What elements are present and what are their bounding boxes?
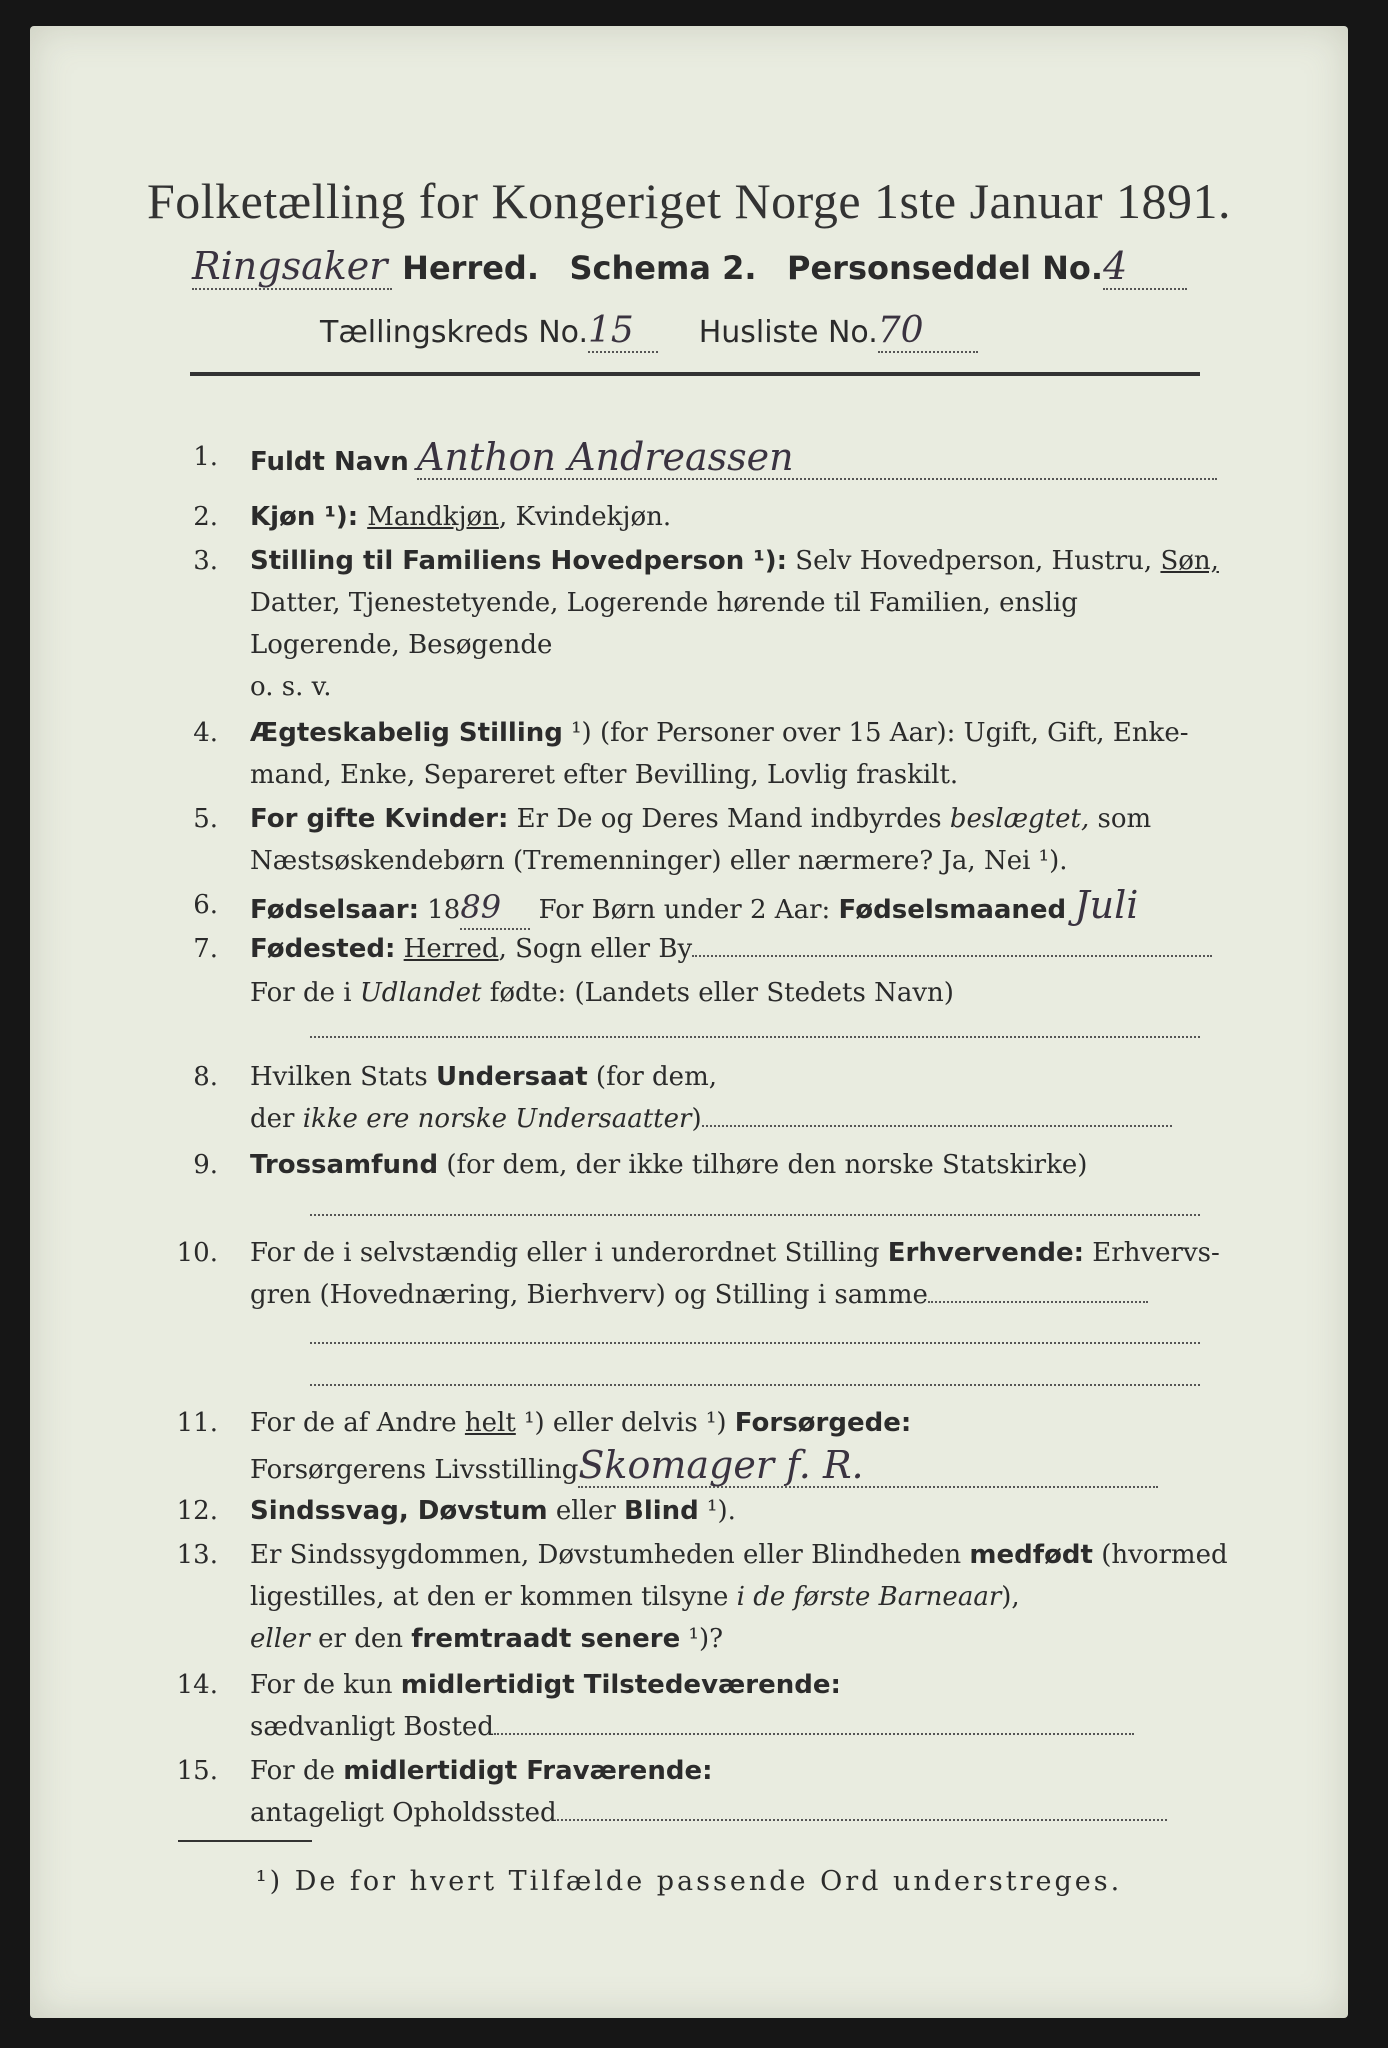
- birthplace-selected: Herred: [403, 934, 499, 964]
- item-number: 8.: [193, 1062, 218, 1092]
- sex-female-option: , Kvindekjøn.: [498, 502, 672, 532]
- citizenship-line-2-italic: ikke ere norske Undersaatter: [302, 1104, 692, 1134]
- congenital-text-end: (hvormed: [1092, 1540, 1228, 1570]
- congenital-line-3-italic: eller: [250, 1624, 310, 1654]
- later-label: fremtraadt senere: [411, 1624, 681, 1654]
- family-position-line-2: Datter, Tjenestetyende, Logerende hørende til Familien, enslig: [250, 588, 1078, 618]
- full-name-value: Anthon Andreassen: [417, 436, 1217, 480]
- footnote: ¹) De for hvert Tilfælde passende Ord understreges.: [255, 1866, 1123, 1897]
- herred-label: Herred.: [402, 249, 539, 287]
- citizenship-line-2-end: ): [691, 1104, 702, 1134]
- schema-label: Schema 2.: [569, 249, 757, 287]
- supporter-occupation-value: Skomager f. R.: [578, 1444, 1158, 1488]
- item-number: 10.: [176, 1238, 218, 1268]
- citizenship-line-2-start: der: [250, 1104, 303, 1134]
- marital-line-2: mand, Enke, Separeret efter Bevilling, Lovlig fraskilt.: [250, 760, 959, 790]
- supported-partly: ¹) eller delvis ¹): [515, 1408, 735, 1438]
- footnote-rule: [178, 1840, 312, 1842]
- family-position-options: Selv Hovedperson, Hustru,: [787, 546, 1161, 576]
- usual-residence-line: [494, 1733, 1134, 1735]
- birth-month-text: For Børn under 2 Aar:: [530, 895, 839, 925]
- congenital-line-2-italic: i de første Barneaar: [736, 1582, 1002, 1612]
- congenital-line-3: er den: [309, 1624, 412, 1654]
- related-word: beslægtet,: [949, 804, 1090, 834]
- herred-value: Ringsaker: [192, 244, 392, 290]
- item-number: 6.: [193, 890, 218, 920]
- kreds-value: 15: [588, 310, 658, 353]
- married-women-text: Er De og Deres Mand indbyrdes: [508, 804, 950, 834]
- herred-line: [192, 244, 1192, 290]
- congenital-text: Er Sindssygdommen, Døvstumheden eller Blindheden: [250, 1540, 970, 1570]
- item-number: 12.: [176, 1496, 218, 1526]
- birth-year-value: 89: [460, 886, 530, 930]
- family-position-line-4: o. s. v.: [250, 672, 332, 702]
- item-number: 7.: [193, 934, 218, 964]
- answer-line: [310, 1384, 1200, 1386]
- birthplace-line: [692, 955, 1212, 957]
- occupation-text-end: Erhvervs-: [1084, 1238, 1220, 1268]
- supported-label: Forsørgede:: [734, 1408, 912, 1438]
- supported-text: For de af Andre: [250, 1408, 465, 1438]
- congenital-line-3-end: ¹)?: [680, 1624, 724, 1654]
- form-title: Folketælling for Kongeriget Norge 1ste Januar 1891.: [146, 173, 1232, 229]
- personseddel-value: 4: [1103, 244, 1187, 290]
- personseddel-label: Personseddel No.: [787, 249, 1104, 287]
- congenital-line-2: ligestilles, at den er kommen tilsyne: [250, 1582, 737, 1612]
- blind-label: Blind: [624, 1496, 699, 1526]
- abroad-text-end: fødte: (Landets eller Stedets Navn): [481, 978, 954, 1008]
- item-number: 13.: [176, 1540, 218, 1570]
- item-number: 4.: [193, 718, 218, 748]
- probable-stay-line: [557, 1819, 1167, 1821]
- answer-line: [310, 1214, 1200, 1216]
- header-rule: [190, 372, 1200, 376]
- census-form: [30, 26, 1348, 2018]
- item-number: 2.: [193, 502, 218, 532]
- birth-year-label: Fødselsaar:: [250, 895, 419, 925]
- item-number: 5.: [193, 804, 218, 834]
- item-number: 1.: [193, 442, 218, 472]
- family-position-label: Stilling til Familiens Hovedperson ¹):: [250, 546, 788, 576]
- husliste-label: Husliste No.: [698, 315, 878, 350]
- usual-residence-label: sædvanligt Bosted: [250, 1712, 494, 1742]
- birthplace-space: [395, 934, 403, 964]
- answer-line: [310, 1342, 1200, 1344]
- disability-label: Sindssvag, Døvstum: [250, 1496, 548, 1526]
- congenital-label: medfødt: [969, 1540, 1093, 1570]
- supporter-occupation-label: Forsørgerens Livsstilling: [250, 1455, 579, 1485]
- disability-text-end: ¹).: [698, 1496, 736, 1526]
- kreds-line: [320, 310, 1220, 353]
- occupation-label: Erhvervende:: [887, 1238, 1085, 1268]
- abroad-text: For de i: [250, 978, 360, 1008]
- temporary-present-text: For de kun: [250, 1670, 401, 1700]
- citizenship-label: Undersaat: [435, 1062, 588, 1092]
- item-number: 15.: [176, 1756, 218, 1786]
- occupation-line: [928, 1301, 1148, 1303]
- item-number: 3.: [193, 546, 218, 576]
- marital-options: ¹) (for Personer over 15 Aar): Ugift, Gift, Enke-: [562, 718, 1189, 748]
- abroad-word: Udlandet: [359, 978, 482, 1008]
- citizenship-text: Hvilken Stats: [250, 1062, 436, 1092]
- temporary-absent-text: For de: [250, 1756, 344, 1786]
- birthplace-options: , Sogn eller By: [498, 934, 693, 964]
- item-number: 9.: [193, 1150, 218, 1180]
- birthplace-label: Fødested:: [250, 934, 396, 964]
- family-position-line-3: Logerende, Besøgende: [250, 630, 553, 660]
- probable-stay-label: antageligt Opholdssted: [250, 1798, 557, 1828]
- birth-month-label: Fødselsmaaned: [838, 895, 1067, 925]
- husliste-value: 70: [878, 310, 978, 353]
- temporary-present-label: midlertidigt Tilstedeværende:: [400, 1670, 841, 1700]
- citizenship-line: [702, 1125, 1172, 1127]
- religion-text: (for dem, der ikke tilhøre den norske Statskirke): [438, 1150, 1088, 1180]
- kreds-label: Tællingskreds No.: [320, 315, 588, 350]
- married-women-line-2: Næstsøskendebørn (Tremenninger) eller nærmere? Ja, Nei ¹).: [250, 846, 1068, 876]
- married-women-text-end: som: [1089, 804, 1152, 834]
- temporary-absent-label: midlertidigt Fraværende:: [343, 1756, 713, 1786]
- congenital-line-2-end: ),: [1001, 1582, 1020, 1612]
- occupation-line-2: gren (Hovednæring, Bierhverv) og Stilling i samme: [250, 1280, 928, 1310]
- item-number: 14.: [176, 1670, 218, 1700]
- full-name-label: Fuldt Navn: [250, 447, 409, 477]
- citizenship-text-end: (for dem,: [587, 1062, 717, 1092]
- disability-text: eller: [547, 1496, 625, 1526]
- sex-male-option: Mandkjøn: [367, 502, 499, 532]
- birth-month-value: Juli: [1074, 883, 1139, 927]
- religion-label: Trossamfund: [250, 1150, 439, 1180]
- occupation-text: For de i selvstændig eller i underordnet Stilling: [250, 1238, 888, 1268]
- birth-year-prefix: 18: [419, 895, 461, 925]
- item-number: 11.: [176, 1408, 218, 1438]
- marital-label: Ægteskabelig Stilling: [250, 718, 563, 748]
- family-position-selected: Søn,: [1160, 546, 1219, 576]
- answer-line: [310, 1036, 1200, 1038]
- married-women-label: For gifte Kvinder:: [250, 804, 509, 834]
- supported-fully: helt: [464, 1408, 516, 1438]
- sex-label: Kjøn ¹):: [250, 502, 368, 532]
